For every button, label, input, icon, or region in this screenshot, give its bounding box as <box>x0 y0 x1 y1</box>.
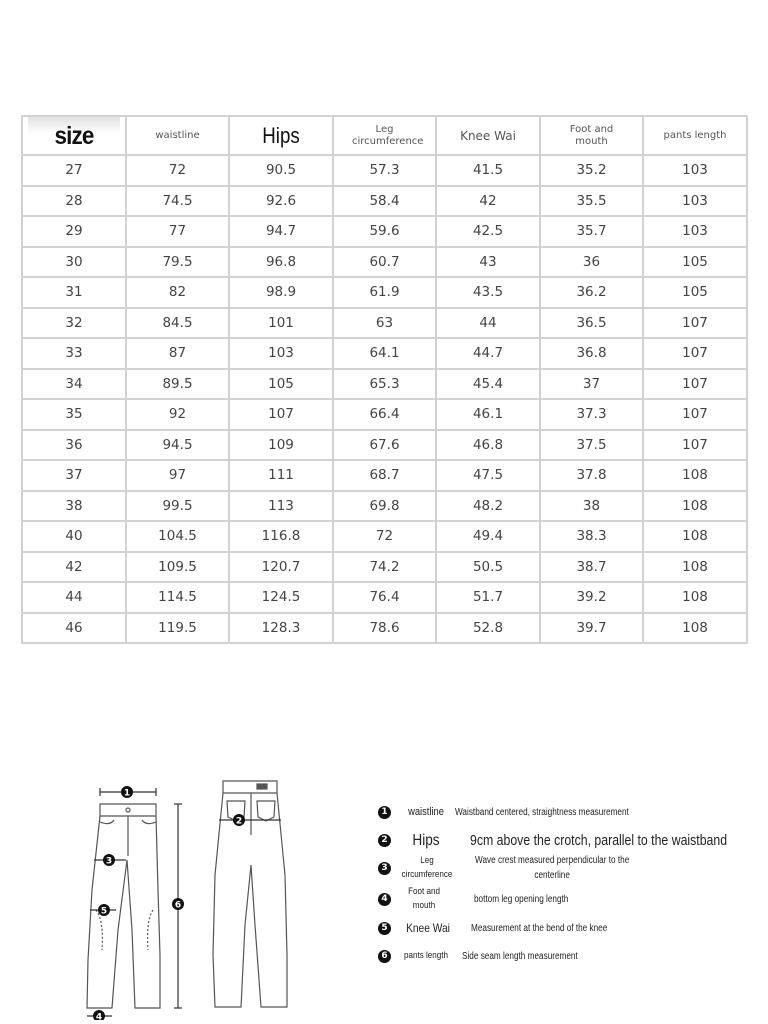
table-cell: 105 <box>643 277 747 308</box>
table-cell: 99.5 <box>126 491 229 522</box>
legend-number-badge: 2 <box>378 834 391 847</box>
marker-foot-opening <box>93 1010 105 1020</box>
table-cell: 31 <box>22 277 126 308</box>
table-cell: 113 <box>229 491 333 522</box>
table-row <box>22 430 747 461</box>
table-cell: 94.5 <box>126 430 229 461</box>
svg-text:5: 5 <box>100 906 108 917</box>
table-cell: 101 <box>229 308 333 339</box>
table-cell: 36.8 <box>540 338 643 369</box>
table-cell: 72 <box>333 521 436 552</box>
legend-term: pants length <box>403 950 448 961</box>
table-row <box>22 613 747 644</box>
table-cell: 107 <box>643 308 747 339</box>
table-cell: 92 <box>126 399 229 430</box>
table-cell: 89.5 <box>126 369 229 400</box>
legend-number-badge: 6 <box>378 950 391 963</box>
marker-knee <box>98 904 110 917</box>
table-cell: 37 <box>540 369 643 400</box>
table-cell: 98.9 <box>229 277 333 308</box>
table-cell: 32 <box>22 308 126 339</box>
table-cell: 82 <box>126 277 229 308</box>
table-row <box>22 521 747 552</box>
legend-term: waistline <box>408 805 444 818</box>
svg-text:6: 6 <box>174 900 182 911</box>
table-cell: 107 <box>643 369 747 400</box>
table-cell: 72 <box>126 155 229 186</box>
table-cell: 104.5 <box>126 521 229 552</box>
table-cell: 52.8 <box>436 613 540 644</box>
table-cell: 37.3 <box>540 399 643 430</box>
table-cell: 49.4 <box>436 521 540 552</box>
legend-description: Wave crest measured perpendicular to the centerline <box>475 855 630 881</box>
table-cell: 107 <box>643 338 747 369</box>
table-cell: 69.8 <box>333 491 436 522</box>
table-cell: 109.5 <box>126 552 229 583</box>
table-cell: 35.5 <box>540 186 643 217</box>
table-cell: 59.6 <box>333 216 436 247</box>
table-cell: 78.6 <box>333 613 436 644</box>
table-body <box>22 155 747 643</box>
table-cell: 46 <box>22 613 126 644</box>
table-cell: 108 <box>643 582 747 613</box>
table-cell: 108 <box>643 460 747 491</box>
legend-description: bottom leg opening length <box>474 893 569 905</box>
header-size: size <box>27 116 121 155</box>
table-cell: 103 <box>643 155 747 186</box>
header-leg-circumference: Leg circumference <box>333 116 436 155</box>
table-cell: 36 <box>540 247 643 278</box>
table-cell: 119.5 <box>126 613 229 644</box>
header-knee-wai: Knee Wai <box>436 116 540 155</box>
table-cell: 66.4 <box>333 399 436 430</box>
jeans-back-view <box>205 775 300 1010</box>
table-cell: 67.6 <box>333 430 436 461</box>
table-cell: 77 <box>126 216 229 247</box>
table-cell: 68.7 <box>333 460 436 491</box>
table-cell: 105 <box>229 369 333 400</box>
svg-text:1: 1 <box>123 788 131 799</box>
table-cell: 36.2 <box>540 277 643 308</box>
legend-description: Measurement at the bend of the knee <box>471 922 608 934</box>
table-cell: 107 <box>643 399 747 430</box>
header-waistline: waistline <box>126 116 229 155</box>
table-row <box>22 155 747 186</box>
table-cell: 61.9 <box>333 277 436 308</box>
table-cell: 38.3 <box>540 521 643 552</box>
table-cell: 42 <box>22 552 126 583</box>
table-cell: 34 <box>22 369 126 400</box>
table-cell: 108 <box>643 491 747 522</box>
table-cell: 74.5 <box>126 186 229 217</box>
table-cell: 109 <box>229 430 333 461</box>
table-cell: 38 <box>22 491 126 522</box>
table-cell: 30 <box>22 247 126 278</box>
table-cell: 44 <box>436 308 540 339</box>
table-cell: 97 <box>126 460 229 491</box>
table-cell: 57.3 <box>333 155 436 186</box>
table-cell: 33 <box>22 338 126 369</box>
header-hips: Hips <box>237 116 325 155</box>
table-cell: 63 <box>333 308 436 339</box>
table-cell: 37 <box>22 460 126 491</box>
table-cell: 108 <box>643 613 747 644</box>
table-cell: 103 <box>643 186 747 217</box>
table-cell: 47.5 <box>436 460 540 491</box>
legend-number-badge: 1 <box>378 806 391 819</box>
table-row <box>22 582 747 613</box>
table-cell: 65.3 <box>333 369 436 400</box>
legend-description: Side seam length measurement <box>462 950 578 962</box>
legend-description: 9cm above the crotch, parallel to the waistband <box>470 831 728 849</box>
svg-text:3: 3 <box>105 856 113 867</box>
table-cell: 94.7 <box>229 216 333 247</box>
table-cell: 108 <box>643 521 747 552</box>
table-cell: 84.5 <box>126 308 229 339</box>
table-cell: 50.5 <box>436 552 540 583</box>
table-cell: 42 <box>436 186 540 217</box>
table-row <box>22 216 747 247</box>
table-cell: 44.7 <box>436 338 540 369</box>
table-cell: 128.3 <box>229 613 333 644</box>
legend-number-badge: 4 <box>378 893 391 906</box>
table-cell: 37.8 <box>540 460 643 491</box>
table-cell: 35 <box>22 399 126 430</box>
table-cell: 87 <box>126 338 229 369</box>
table-row <box>22 186 747 217</box>
table-cell: 64.1 <box>333 338 436 369</box>
marker-hips <box>233 814 245 827</box>
table-row <box>22 399 747 430</box>
legend-description: Waistband centered, straightness measurement <box>455 806 629 818</box>
table-cell: 108 <box>643 552 747 583</box>
table-row <box>22 338 747 369</box>
legend-number-badge: 5 <box>378 922 391 935</box>
legend-number-badge: 3 <box>378 862 391 875</box>
svg-text:2: 2 <box>235 816 243 827</box>
table-cell: 58.4 <box>333 186 436 217</box>
table-cell: 79.5 <box>126 247 229 278</box>
measurement-diagram <box>0 740 768 1024</box>
legend-term: Knee Wai <box>406 920 450 935</box>
legend-term: Foot and mouth <box>408 886 440 911</box>
table-cell: 46.8 <box>436 430 540 461</box>
size-chart-table <box>21 115 748 644</box>
table-row <box>22 369 747 400</box>
table-row <box>22 491 747 522</box>
table-header-row <box>22 116 747 155</box>
legend-term: Hips <box>412 831 440 849</box>
table-cell: 39.2 <box>540 582 643 613</box>
table-cell: 46.1 <box>436 399 540 430</box>
table-cell: 43 <box>436 247 540 278</box>
table-cell: 76.4 <box>333 582 436 613</box>
table-cell: 38.7 <box>540 552 643 583</box>
table-cell: 92.6 <box>229 186 333 217</box>
marker-waistline <box>121 786 133 799</box>
table-row <box>22 552 747 583</box>
table-cell: 90.5 <box>229 155 333 186</box>
table-cell: 120.7 <box>229 552 333 583</box>
table-cell: 38 <box>540 491 643 522</box>
table-cell: 124.5 <box>229 582 333 613</box>
table-cell: 39.7 <box>540 613 643 644</box>
marker-leg-circumference <box>103 854 115 867</box>
table-cell: 105 <box>643 247 747 278</box>
header-pants-length: pants length <box>643 116 747 155</box>
table-cell: 107 <box>229 399 333 430</box>
table-cell: 111 <box>229 460 333 491</box>
table-cell: 103 <box>643 216 747 247</box>
table-cell: 60.7 <box>333 247 436 278</box>
table-cell: 107 <box>643 430 747 461</box>
table-cell: 41.5 <box>436 155 540 186</box>
table-cell: 28 <box>22 186 126 217</box>
table-row <box>22 460 747 491</box>
table-cell: 51.7 <box>436 582 540 613</box>
jeans-front-view <box>80 760 200 1020</box>
table-cell: 103 <box>229 338 333 369</box>
table-cell: 114.5 <box>126 582 229 613</box>
front-markers <box>93 786 184 1020</box>
table-cell: 27 <box>22 155 126 186</box>
legend-term: Leg circumference <box>401 855 453 880</box>
header-foot-and-mouth: Foot and mouth <box>540 116 643 155</box>
table-cell: 44 <box>22 582 126 613</box>
marker-pants-length <box>172 898 184 911</box>
table-cell: 40 <box>22 521 126 552</box>
table-cell: 29 <box>22 216 126 247</box>
table-cell: 35.2 <box>540 155 643 186</box>
table-cell: 116.8 <box>229 521 333 552</box>
table-row <box>22 277 747 308</box>
table-cell: 35.7 <box>540 216 643 247</box>
table-cell: 48.2 <box>436 491 540 522</box>
table-cell: 96.8 <box>229 247 333 278</box>
table-cell: 36 <box>22 430 126 461</box>
table-cell: 42.5 <box>436 216 540 247</box>
table-cell: 45.4 <box>436 369 540 400</box>
table-row <box>22 308 747 339</box>
table-cell: 43.5 <box>436 277 540 308</box>
svg-text:4: 4 <box>95 1012 103 1020</box>
table-cell: 36.5 <box>540 308 643 339</box>
table-cell: 37.5 <box>540 430 643 461</box>
table-cell: 74.2 <box>333 552 436 583</box>
table-row <box>22 247 747 278</box>
